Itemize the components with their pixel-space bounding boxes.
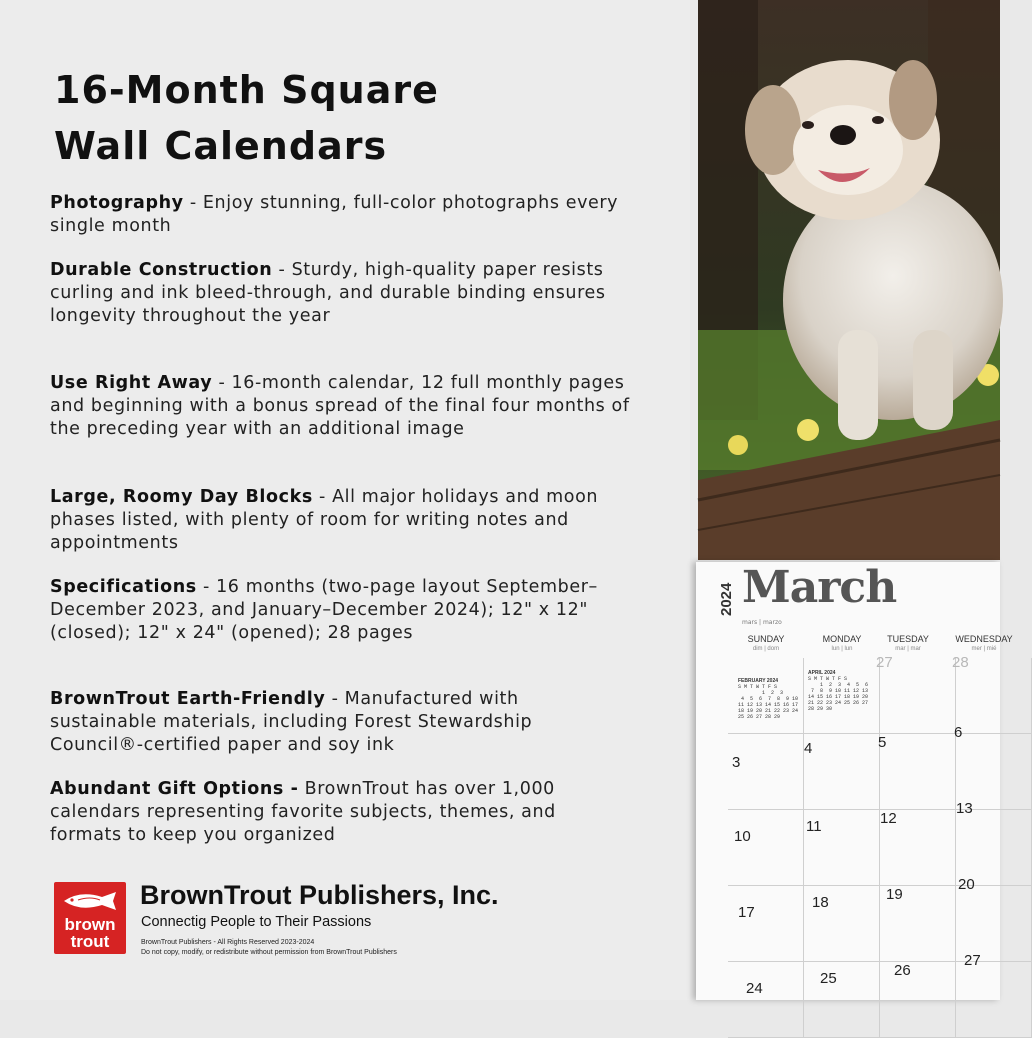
day-number: 6 <box>954 724 963 741</box>
day-number: 3 <box>732 754 741 771</box>
publisher-legal <box>141 938 397 958</box>
mini-cal-row: 21 22 23 24 25 26 27 <box>808 700 869 706</box>
day-number: 24 <box>746 980 763 997</box>
day-cell <box>956 876 1032 962</box>
day-cell <box>728 962 804 1038</box>
logo-word-trout: trout <box>70 932 110 951</box>
mini-cal-row: 1 2 3 4 5 6 <box>808 682 869 688</box>
feature-durable-construction <box>50 259 630 328</box>
day-number: 25 <box>820 970 837 987</box>
day-number: 20 <box>958 876 975 893</box>
day-number: 27 <box>964 952 981 969</box>
mini-cal-title: APRIL 2024 <box>808 670 836 676</box>
feature-photography <box>50 192 630 238</box>
day-cell <box>880 734 956 810</box>
day-number: 28 <box>952 654 969 671</box>
feature-heading: Abundant Gift Options - <box>50 779 299 799</box>
mini-cal-row: 25 26 27 28 29 <box>738 714 781 720</box>
day-cell <box>880 962 956 1038</box>
day-number: 13 <box>956 800 973 817</box>
dayhead-monday <box>804 634 880 654</box>
day-number: 12 <box>880 810 897 827</box>
day-name: WEDNESDAY <box>955 634 1013 644</box>
feature-heading: Specifications <box>50 577 197 597</box>
day-name-translation: mar | mar <box>895 646 921 652</box>
mini-cal-title: FEBRUARY 2024 <box>738 678 779 684</box>
dayhead-wednesday <box>946 634 1022 654</box>
dayhead-sunday <box>728 634 804 654</box>
day-cell <box>880 810 956 886</box>
feature-earth-friendly <box>50 688 630 757</box>
mini-cal-row: 7 8 9 10 11 12 13 <box>808 688 869 694</box>
day-name-translation: dim | dom <box>752 646 780 652</box>
day-number: 18 <box>812 894 829 911</box>
mini-cal-row: 4 5 6 7 8 9 10 <box>738 696 799 702</box>
logo-word-brown: brown <box>64 915 116 934</box>
feature-text: - 16 months (two-page layout September–December 2023, and January–December 2024); 12" x 12" (closed); 12" x 24" (opened); 28 pages <box>50 577 598 643</box>
day-number: 27 <box>876 654 893 671</box>
day-cell <box>954 724 1032 810</box>
day-cell <box>952 654 1032 734</box>
day-cell <box>880 886 956 962</box>
day-number: 26 <box>894 962 911 979</box>
day-name: TUESDAY <box>887 634 929 644</box>
mini-cal-row: 1 2 3 <box>738 690 784 696</box>
feature-heading: BrownTrout Earth-Friendly <box>50 689 326 709</box>
day-number: 4 <box>804 740 813 757</box>
dog-photo <box>698 0 1000 560</box>
mini-cal-header: S M T W T F S <box>738 684 778 690</box>
title-line-1: 16-Month Square <box>54 68 439 112</box>
day-cell <box>876 654 956 734</box>
mini-cal-header: S M T W T F S <box>808 676 848 682</box>
day-cell <box>956 952 1032 1038</box>
mini-calendar-april <box>808 670 868 712</box>
day-cell <box>728 734 804 810</box>
day-number: 10 <box>734 828 751 845</box>
day-name: MONDAY <box>822 634 862 644</box>
feature-heading: Durable Construction <box>50 260 273 280</box>
day-number: 19 <box>886 886 903 903</box>
feature-day-blocks <box>50 486 630 555</box>
calendar-month: March <box>742 562 897 613</box>
publisher-tagline: Connectig People to Their Passions <box>141 914 372 930</box>
day-name-translation: mer | mié <box>971 646 997 652</box>
mini-cal-row: 18 19 20 21 22 23 24 <box>738 708 799 714</box>
feature-text: - Manufactured with sustainable materials, including Forest Stewardship Council®-certified paper and soy ink <box>50 689 533 755</box>
day-cell <box>804 962 880 1038</box>
feature-specifications <box>50 576 630 645</box>
trout-icon <box>60 888 120 914</box>
feature-text: - Enjoy stunning, full-color photographs every single month <box>50 193 619 236</box>
day-cell <box>728 886 804 962</box>
day-cell <box>956 800 1032 886</box>
calendar-year: 2024 <box>718 582 735 616</box>
day-cell <box>804 886 880 962</box>
day-number: 11 <box>806 818 822 835</box>
calendar-page <box>696 562 1013 1000</box>
day-cell <box>804 810 880 886</box>
feature-heading: Large, Roomy Day Blocks <box>50 487 313 507</box>
day-cell <box>728 810 804 886</box>
day-cell <box>804 734 880 810</box>
mini-cal-row: 28 29 30 <box>808 706 833 712</box>
mini-cal-row: 11 12 13 14 15 16 17 <box>738 702 799 708</box>
feature-use-right-away <box>50 372 630 441</box>
feature-gift-options <box>50 778 630 847</box>
day-name: SUNDAY <box>747 634 785 644</box>
feature-text: BrownTrout has over 1,000 calendars representing favorite subjects, themes, and formats to keep you organized <box>50 779 556 845</box>
feature-text: - All major holidays and moon phases listed, with plenty of room for writing notes and appointments <box>50 487 599 553</box>
mini-calendar-february <box>738 678 798 720</box>
day-name-translation: lun | lun <box>831 646 853 652</box>
dayhead-tuesday <box>870 634 946 654</box>
day-number: 5 <box>878 734 887 751</box>
legal-line-1: BrownTrout Publishers - All Rights Reserved 2023-2024 <box>141 939 315 946</box>
day-cell-mini-apr <box>804 658 880 734</box>
mini-cal-row: 14 15 16 17 18 19 20 <box>808 694 869 700</box>
shih-tzu-photo <box>698 0 1000 560</box>
feature-text: - Sturdy, high-quality paper resists curling and ink bleed-through, and durable binding ensures longevity throughout the year <box>50 260 606 326</box>
page-title <box>54 62 439 174</box>
legal-line-2: Do not copy, modify, or redistribute without permission from BrownTrout Publishers <box>141 949 397 956</box>
day-cell-mini-feb <box>728 658 804 734</box>
feature-heading: Use Right Away <box>50 373 213 393</box>
title-line-2: Wall Calendars <box>54 124 388 168</box>
day-number: 17 <box>738 904 755 921</box>
publisher-name: BrownTrout Publishers, Inc. <box>140 880 499 910</box>
feature-text: - 16-month calendar, 12 full monthly pages and beginning with a bonus spread of the final four months of the preceding year with an additional image <box>50 373 630 439</box>
feature-heading: Photography <box>50 193 184 213</box>
calendar-month-translation: mars | marzo <box>742 619 782 626</box>
browntrout-logo <box>54 882 126 954</box>
